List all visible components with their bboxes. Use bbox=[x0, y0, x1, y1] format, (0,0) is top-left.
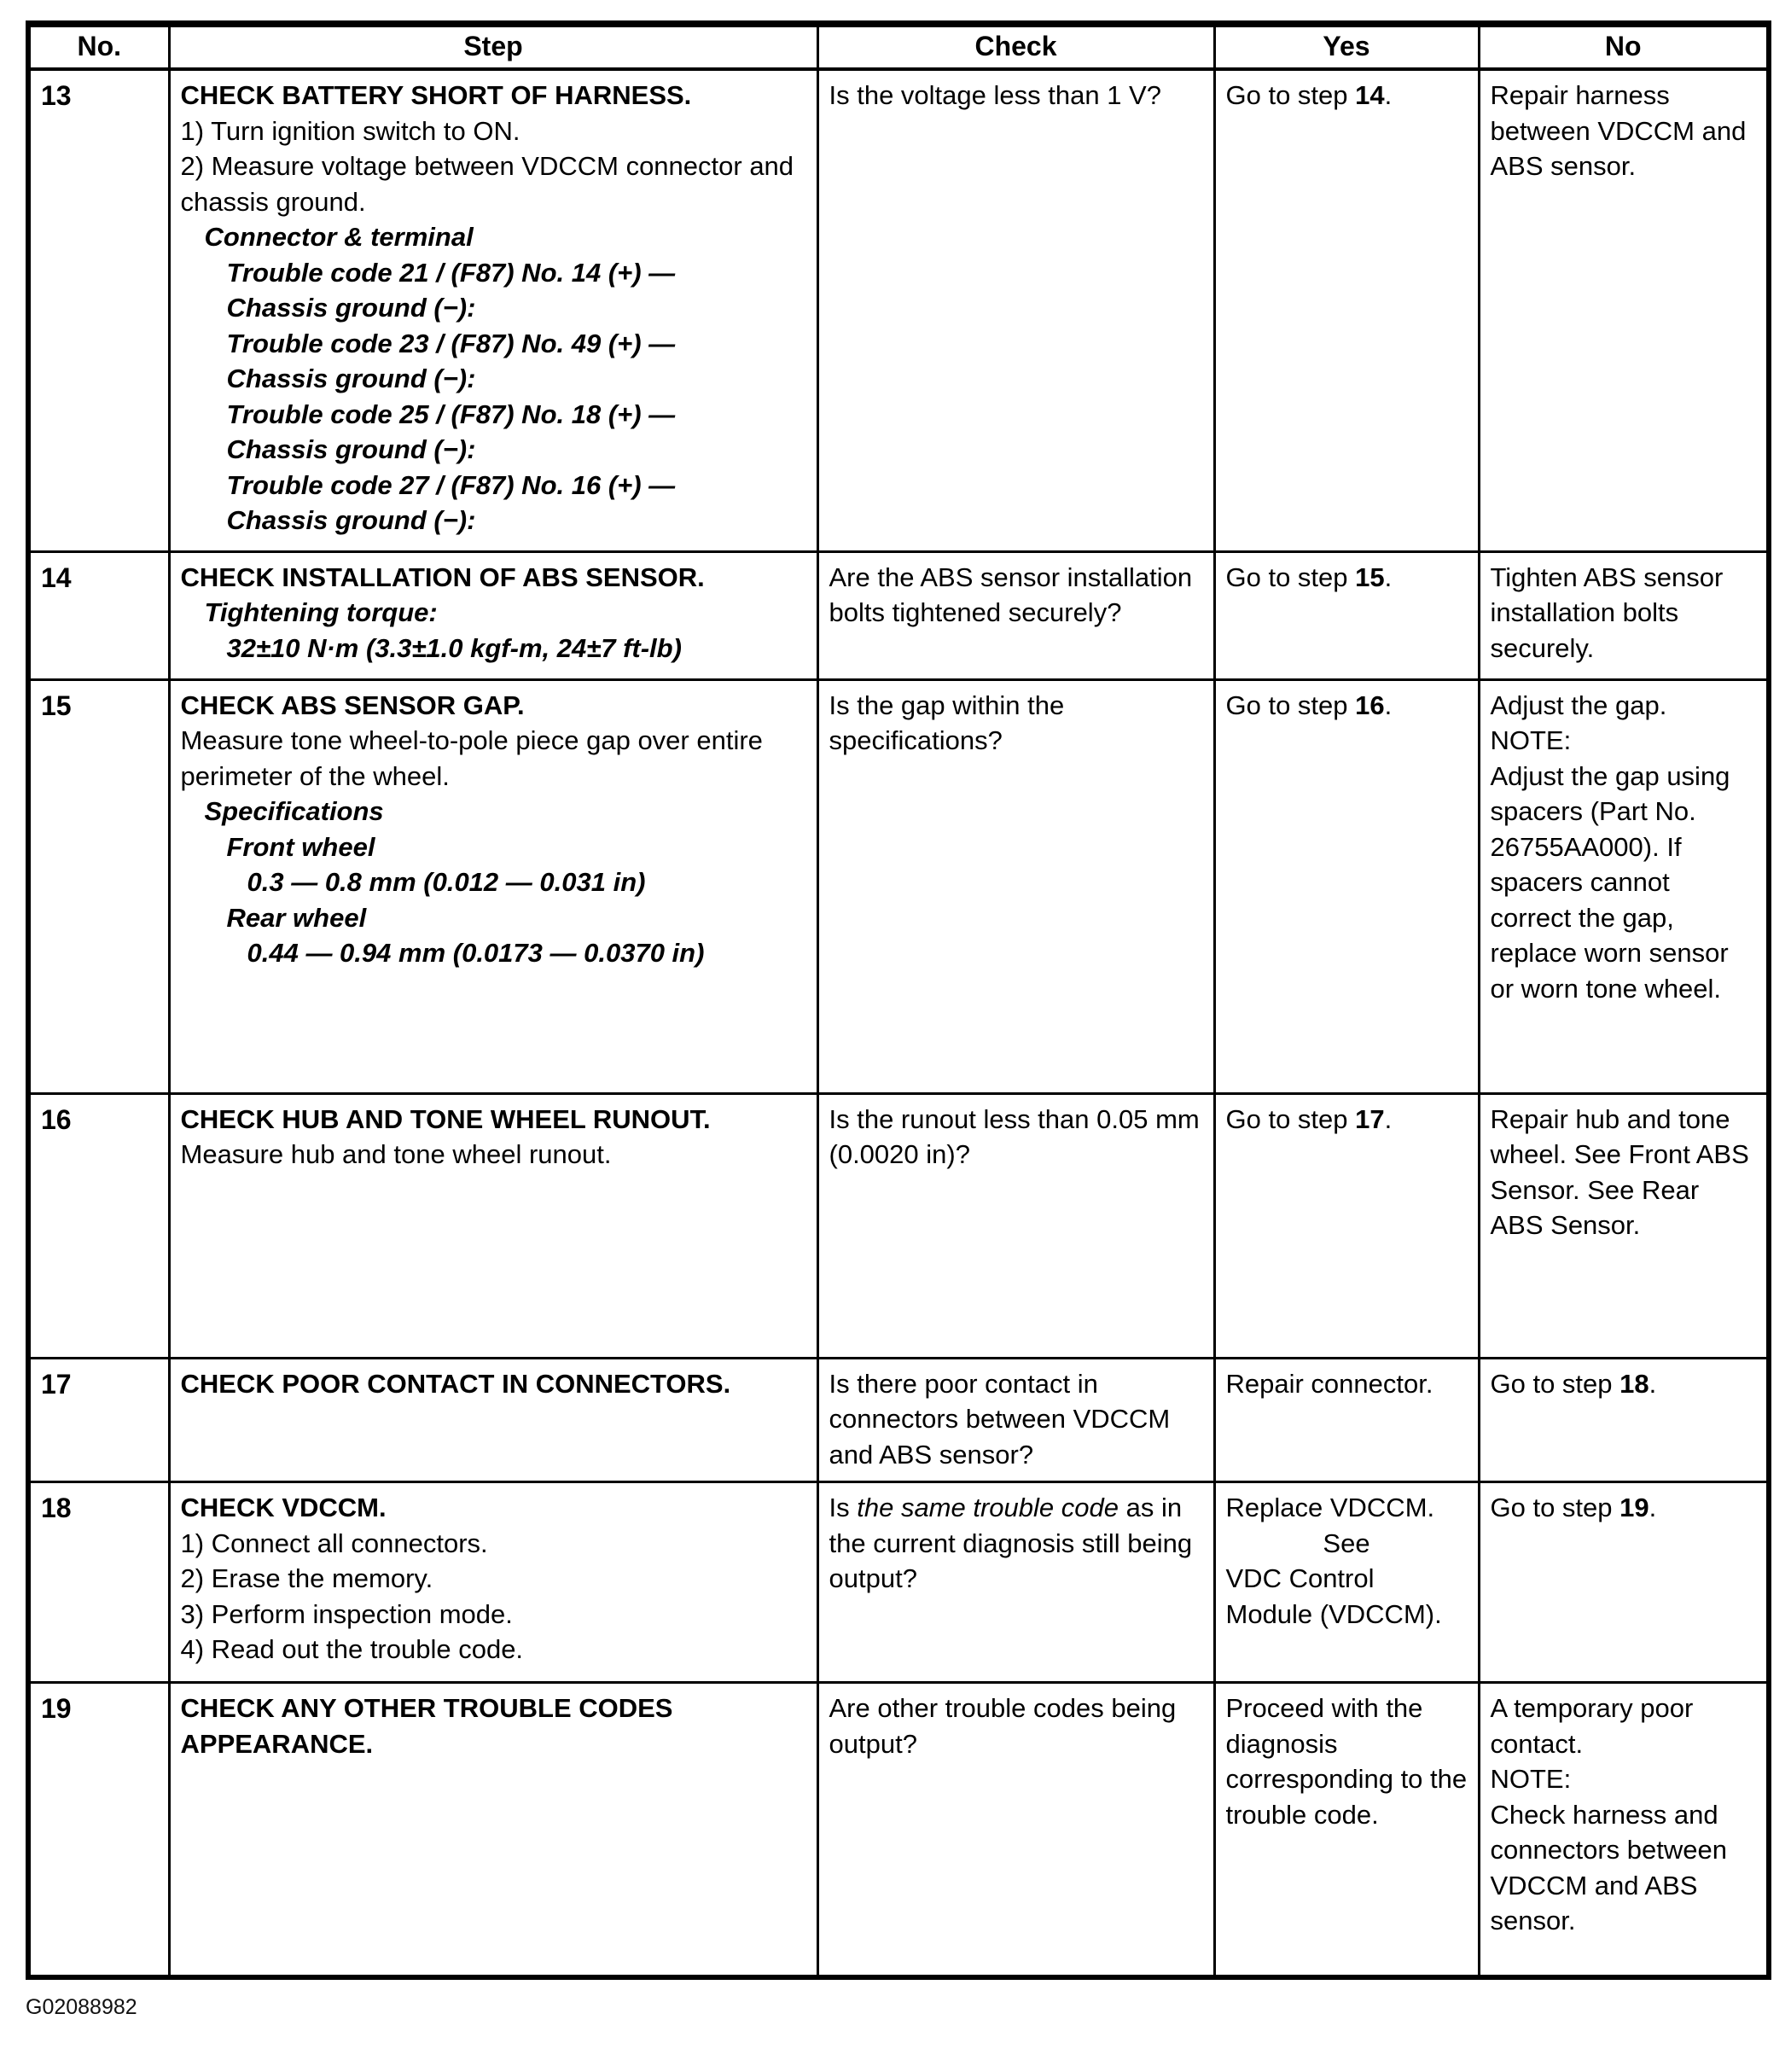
text-segment: Go to step bbox=[1490, 1493, 1620, 1523]
yes-cell bbox=[1214, 1482, 1479, 1683]
text-line bbox=[1226, 560, 1468, 596]
text-line: 2) Measure voltage between VDCCM connector and chassis ground. bbox=[180, 151, 794, 217]
text-line: Replace VDCCM. bbox=[1225, 1493, 1435, 1523]
table-header bbox=[28, 24, 1769, 69]
text-line: Adjust the gap using spacers (Part No. 26755AA000). If spacers cannot correct the gap, replace worn sensor or worn tone wheel. bbox=[1490, 760, 1730, 1004]
text-line: Trouble code 25 / (F87) No. 18 (+) — bbox=[226, 399, 676, 429]
step-number: 19 bbox=[28, 1683, 169, 1977]
text-line: Measure tone wheel-to-pole piece gap over entire perimeter of the wheel. bbox=[180, 725, 763, 791]
text-line bbox=[1226, 78, 1468, 113]
text-line: Repair hub and tone wheel. See Front ABS Sensor. See Rear ABS Sensor. bbox=[1490, 1103, 1749, 1241]
step-number: 13 bbox=[28, 69, 169, 551]
text-line: Adjust the gap. bbox=[1490, 690, 1667, 720]
yes-cell bbox=[1214, 551, 1479, 679]
text-segment: . bbox=[1649, 1493, 1657, 1523]
text-segment: Go to step bbox=[1490, 1368, 1620, 1399]
table-body bbox=[28, 69, 1769, 1977]
diagnostic-table bbox=[26, 20, 1771, 1980]
text-line: See bbox=[1323, 1528, 1370, 1558]
step-number: 17 bbox=[28, 1358, 169, 1482]
table-row bbox=[28, 1093, 1769, 1358]
text-line: Are the ABS sensor installation bolts tightened securely? bbox=[829, 562, 1193, 628]
text-line: Trouble code 21 / (F87) No. 14 (+) — bbox=[226, 257, 676, 288]
step-number: 18 bbox=[28, 1482, 169, 1683]
step-cell bbox=[169, 69, 817, 551]
no-cell bbox=[1479, 551, 1769, 679]
text-line: 2) Erase the memory. bbox=[180, 1563, 433, 1594]
text-segment: . bbox=[1384, 80, 1393, 110]
table-row bbox=[28, 1358, 1769, 1482]
text-line: Repair connector. bbox=[1225, 1368, 1433, 1399]
text-segment: 17 bbox=[1355, 1103, 1385, 1134]
column-header-check: Check bbox=[817, 24, 1214, 69]
column-header-step: Step bbox=[169, 24, 817, 69]
text-line: Trouble code 27 / (F87) No. 16 (+) — bbox=[226, 469, 676, 500]
yes-cell bbox=[1214, 1683, 1479, 1977]
text-line: Chassis ground (−): bbox=[226, 293, 476, 323]
text-line: CHECK INSTALLATION OF ABS SENSOR. bbox=[180, 562, 705, 592]
step-number: 14 bbox=[28, 551, 169, 679]
step-cell bbox=[169, 1482, 817, 1683]
step-cell bbox=[169, 679, 817, 1093]
text-segment: 14 bbox=[1355, 80, 1385, 110]
text-line: Repair harness between VDCCM and ABS sensor. bbox=[1490, 80, 1747, 182]
text-segment: . bbox=[1384, 562, 1393, 592]
text-line: 4) Read out the trouble code. bbox=[180, 1634, 524, 1665]
text-segment: Go to step bbox=[1225, 80, 1356, 110]
text-segment: . bbox=[1649, 1368, 1657, 1399]
text-segment: Go to step bbox=[1225, 1103, 1356, 1134]
text-line: Tighten ABS sensor installation bolts securely. bbox=[1490, 562, 1724, 663]
step-number: 16 bbox=[28, 1093, 169, 1358]
text-line: Tightening torque: bbox=[204, 597, 438, 628]
table-row bbox=[28, 679, 1769, 1093]
check-cell bbox=[817, 1093, 1214, 1358]
text-line: Is the voltage less than 1 V? bbox=[829, 80, 1161, 110]
step-number: 15 bbox=[28, 679, 169, 1093]
no-cell bbox=[1479, 1093, 1769, 1358]
yes-cell bbox=[1214, 1093, 1479, 1358]
yes-cell bbox=[1214, 69, 1479, 551]
text-line: 1) Connect all connectors. bbox=[180, 1528, 488, 1558]
text-line bbox=[1226, 1102, 1468, 1138]
table-row bbox=[28, 551, 1769, 679]
no-cell bbox=[1479, 1358, 1769, 1482]
text-line bbox=[1491, 1366, 1757, 1402]
check-cell bbox=[817, 1683, 1214, 1977]
text-line: CHECK BATTERY SHORT OF HARNESS. bbox=[180, 80, 692, 110]
text-line bbox=[1491, 1490, 1757, 1526]
table-row bbox=[28, 69, 1769, 551]
text-segment: 16 bbox=[1355, 690, 1385, 720]
header-row bbox=[28, 24, 1769, 69]
text-line bbox=[829, 1490, 1203, 1597]
text-line: CHECK VDCCM. bbox=[180, 1493, 387, 1523]
step-cell bbox=[169, 551, 817, 679]
text-line: Chassis ground (−): bbox=[226, 434, 476, 465]
text-line: Is there poor contact in connectors between VDCCM and ABS sensor? bbox=[829, 1368, 1171, 1470]
text-segment: the same trouble code bbox=[857, 1493, 1119, 1523]
text-line: Is the runout less than 0.05 mm (0.0020 in)? bbox=[829, 1103, 1200, 1170]
step-cell bbox=[169, 1093, 817, 1358]
column-header-yes: Yes bbox=[1214, 24, 1479, 69]
text-line: Trouble code 23 / (F87) No. 49 (+) — bbox=[226, 328, 676, 358]
text-line bbox=[1226, 688, 1468, 724]
figure-id: G02088982 bbox=[26, 1994, 137, 2019]
text-line: Proceed with the diagnosis corresponding to the trouble code. bbox=[1225, 1693, 1468, 1830]
text-segment: 19 bbox=[1619, 1493, 1649, 1523]
step-cell bbox=[169, 1683, 817, 1977]
text-line: NOTE: bbox=[1490, 725, 1572, 756]
no-cell bbox=[1479, 679, 1769, 1093]
text-line: Check harness and connectors between VDCCM and ABS sensor. bbox=[1490, 1799, 1727, 1936]
column-header-no-number: No. bbox=[28, 24, 169, 69]
check-cell bbox=[817, 1358, 1214, 1482]
text-line: Chassis ground (−): bbox=[226, 505, 476, 536]
text-line: CHECK ANY OTHER TROUBLE CODES APPEARANCE. bbox=[180, 1693, 673, 1759]
no-cell bbox=[1479, 1683, 1769, 1977]
text-line: CHECK HUB AND TONE WHEEL RUNOUT. bbox=[180, 1103, 711, 1134]
text-line: NOTE: bbox=[1490, 1764, 1572, 1795]
text-segment: Go to step bbox=[1225, 690, 1356, 720]
text-line: 3) Perform inspection mode. bbox=[180, 1598, 513, 1629]
text-line: 32±10 N·m (3.3±1.0 kgf-m, 24±7 ft-lb) bbox=[226, 632, 682, 663]
text-line: Front wheel bbox=[226, 831, 375, 862]
text-segment: . bbox=[1384, 1103, 1393, 1134]
no-cell bbox=[1479, 69, 1769, 551]
check-cell bbox=[817, 551, 1214, 679]
text-line: CHECK ABS SENSOR GAP. bbox=[180, 690, 525, 720]
text-line: VDC Control Module (VDCCM). bbox=[1225, 1563, 1442, 1629]
yes-cell bbox=[1214, 1358, 1479, 1482]
text-line: 0.44 — 0.94 mm (0.0173 — 0.0370 in) bbox=[247, 938, 705, 969]
text-line: A temporary poor contact. bbox=[1490, 1693, 1694, 1759]
text-segment: 18 bbox=[1619, 1368, 1649, 1399]
text-line: Measure hub and tone wheel runout. bbox=[180, 1139, 612, 1170]
check-cell bbox=[817, 69, 1214, 551]
text-segment: 15 bbox=[1355, 562, 1385, 592]
text-line: CHECK POOR CONTACT IN CONNECTORS. bbox=[180, 1368, 731, 1399]
check-cell bbox=[817, 1482, 1214, 1683]
step-cell bbox=[169, 1358, 817, 1482]
text-segment: Is bbox=[829, 1493, 858, 1523]
text-line: 1) Turn ignition switch to ON. bbox=[180, 115, 520, 146]
text-line: Connector & terminal bbox=[204, 222, 474, 253]
table-row bbox=[28, 1482, 1769, 1683]
text-segment: . bbox=[1384, 690, 1393, 720]
column-header-no-result: No bbox=[1479, 24, 1769, 69]
text-line: 0.3 — 0.8 mm (0.012 — 0.031 in) bbox=[247, 867, 646, 898]
text-line: Chassis ground (−): bbox=[226, 364, 476, 394]
text-segment: Go to step bbox=[1225, 562, 1356, 592]
text-line: Rear wheel bbox=[226, 902, 367, 933]
check-cell bbox=[817, 679, 1214, 1093]
table-row bbox=[28, 1683, 1769, 1977]
yes-cell bbox=[1214, 679, 1479, 1093]
text-segment: as in the current diagnosis still being output? bbox=[829, 1493, 1193, 1594]
text-line: Specifications bbox=[204, 796, 384, 827]
no-cell bbox=[1479, 1482, 1769, 1683]
text-line: Is the gap within the specifications? bbox=[829, 690, 1065, 756]
text-line: Are other trouble codes being output? bbox=[829, 1693, 1177, 1759]
